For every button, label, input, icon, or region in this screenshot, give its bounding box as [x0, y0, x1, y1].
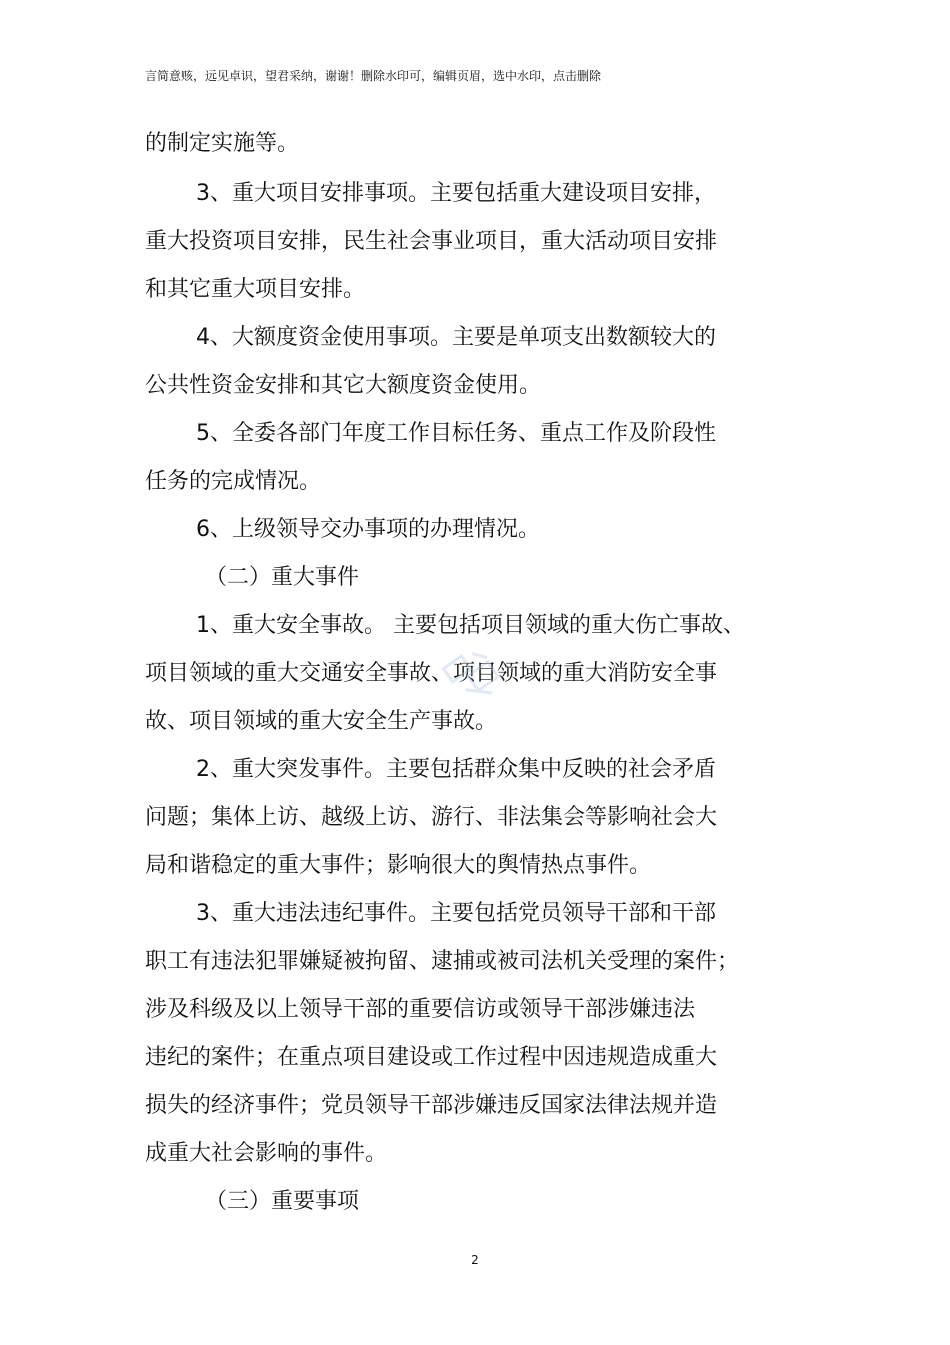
- body-line-1: 的制定实施等。: [145, 131, 300, 156]
- body-line-9: 6、上级领导交办事项的办理情况。: [196, 517, 540, 542]
- body-line-15: 问题；集体上访、越级上访、游行、非法集会等影响社会大: [145, 805, 718, 830]
- body-line-2: 3、重大项目安排事项。主要包括重大建设项目安排，: [196, 181, 716, 206]
- section-heading-3: （三）重要事项: [205, 1189, 360, 1214]
- body-line-17: 3、重大违法违纪事件。主要包括党员领导干部和干部: [196, 901, 716, 926]
- body-line-18: 职工有违法犯罪嫌疑被拘留、逮捕或被司法机关受理的案件；: [145, 949, 740, 974]
- body-line-4: 和其它重大项目安排。: [145, 277, 366, 302]
- body-line-13: 故、项目领域的重大安全生产事故。: [145, 709, 498, 734]
- body-line-22: 成重大社会影响的事件。: [145, 1141, 388, 1166]
- page-header-note: 言简意赅，远见卓识，望君采纳，谢谢！删除水印可，编辑页眉，选中水印，点击删除: [145, 69, 602, 83]
- body-line-6: 公共性资金安排和其它大额度资金使用。: [145, 373, 542, 398]
- body-line-21: 损失的经济事件；党员领导干部涉嫌违反国家法律法规并造: [145, 1093, 718, 1118]
- body-line-5: 4、大额度资金使用事项。主要是单项支出数额较大的: [196, 325, 716, 350]
- section-heading-2: （二）重大事件: [205, 565, 360, 590]
- body-line-20: 违纪的案件；在重点项目建设或工作过程中因违规造成重大: [145, 1045, 718, 1070]
- body-line-19: 涉及科级及以上领导干部的重要信访或领导干部涉嫌违法: [145, 997, 696, 1022]
- body-line-12: 项目领域的重大交通安全事故、项目领域的重大消防安全事: [145, 661, 718, 686]
- body-line-8: 任务的完成情况。: [145, 469, 322, 494]
- body-line-11: 1、重大安全事故。 主要包括项目领域的重大伤亡事故、: [196, 613, 745, 638]
- body-line-3: 重大投资项目安排，民生社会事业项目，重大活动项目安排: [145, 229, 718, 254]
- body-line-7: 5、全委各部门年度工作目标任务、重点工作及阶段性: [196, 421, 716, 446]
- body-line-16: 局和谐稳定的重大事件；影响很大的舆情热点事件。: [145, 853, 652, 878]
- body-line-14: 2、重大突发事件。主要包括群众集中反映的社会矛盾: [196, 757, 716, 782]
- page-number: 2: [471, 1253, 479, 1267]
